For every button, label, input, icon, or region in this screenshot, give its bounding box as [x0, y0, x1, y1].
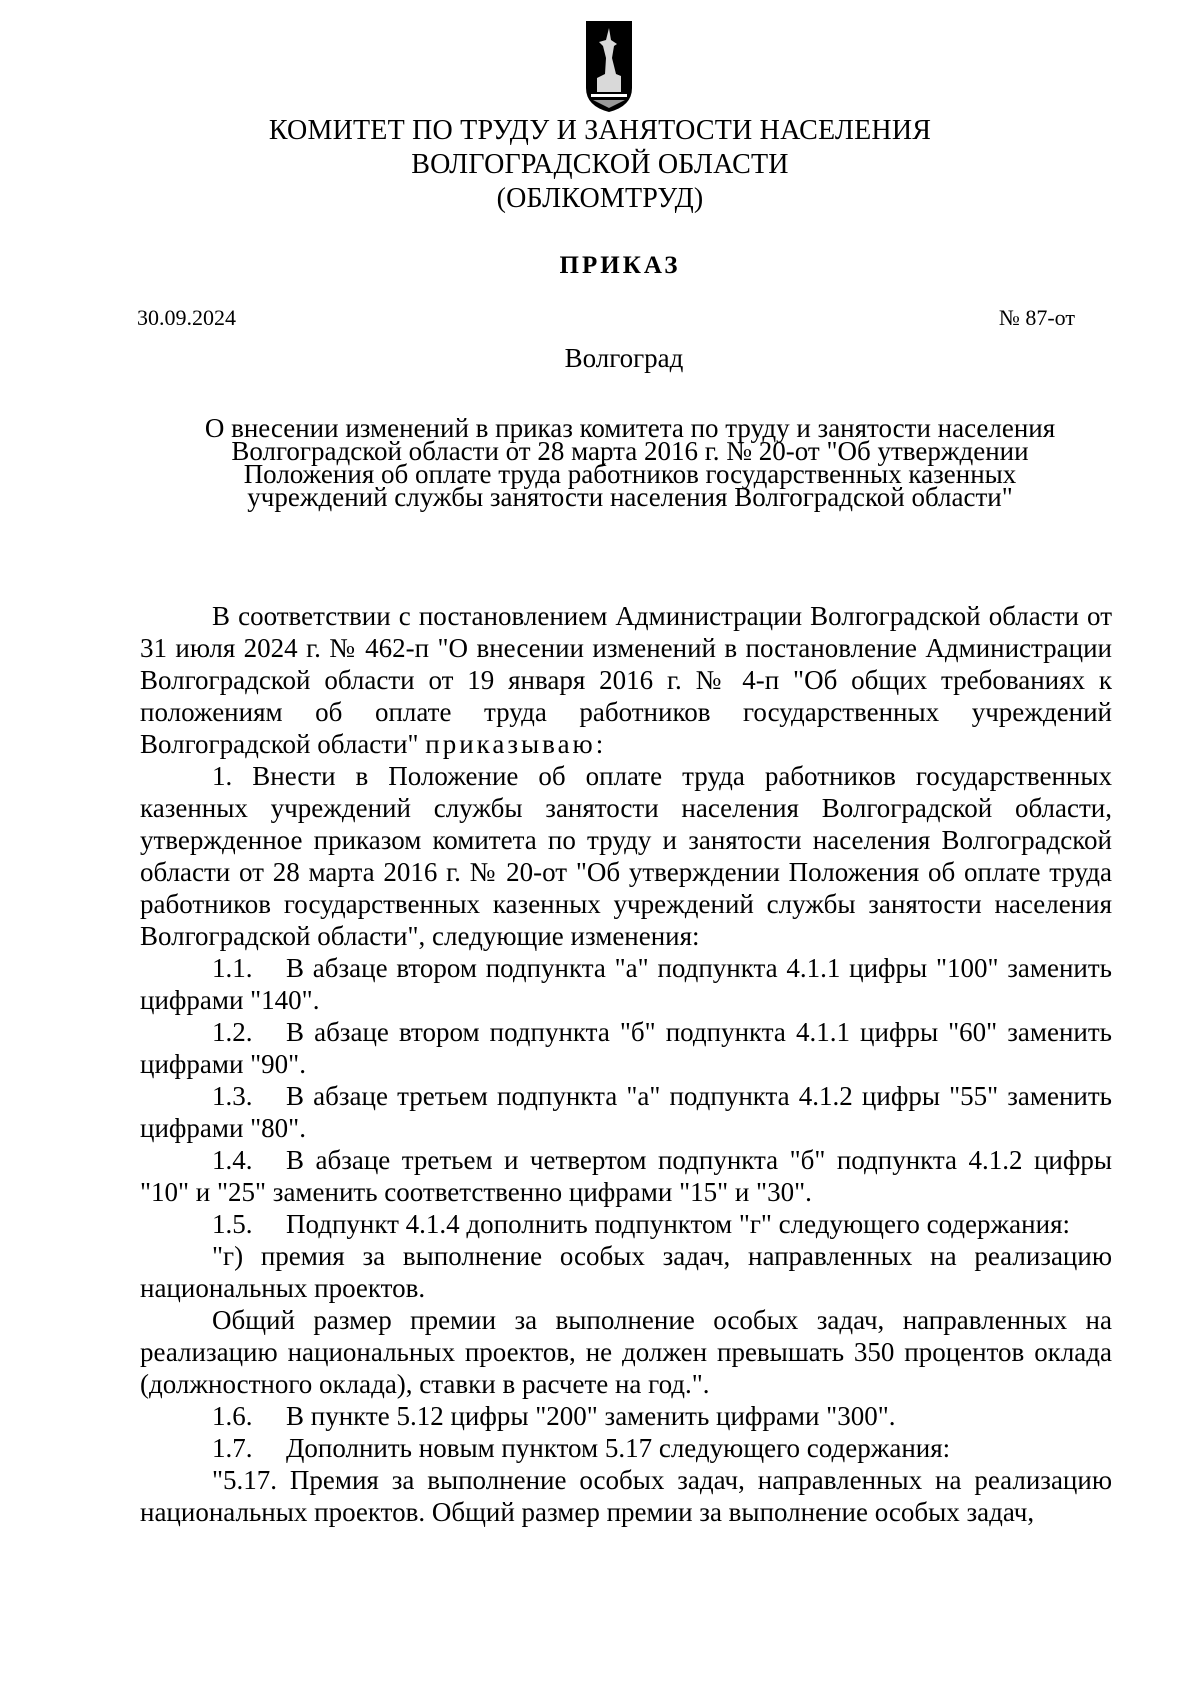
item-1-5-quote-2: Общий размер премии за выполнение особых задач, направленных на реализацию национальных проектов, не должен превышать 350 процентов оклада (должностного оклада), ставки в расчете на год.".	[140, 1305, 1112, 1399]
subject-line-4: учреждений службы занятости населения Волгоградской области"	[247, 482, 1013, 512]
committee-line-1: КОМИТЕТ ПО ТРУДУ И ЗАНЯТОСТИ НАСЕЛЕНИЯ	[268, 115, 932, 146]
item-1-7-quote: "5.17. Премия за выполнение особых задач, направленных на реализацию национальных проектов. Общий размер премии за выполнение особых задач,	[140, 1465, 1112, 1527]
item-1-7-text: Дополнить новым пунктом 5.17 следующего содержания:	[286, 1433, 951, 1463]
item-1-5-paragraph	[140, 1208, 1112, 1240]
item-1-6-text: В пункте 5.12 цифры "200" заменить цифрами "300".	[286, 1401, 896, 1431]
subject-line-3: Положения об оплате труда работников государственных казенных	[243, 459, 1017, 489]
subject-line-1: О внесении изменений в приказ комитета по труду и занятости населения	[204, 413, 1056, 443]
item-1-4-text: В абзаце третьем и четвертом подпункта "б" подпункта 4.1.2 цифры "10" и "25" заменить соответственно цифрами "15" и "30".	[140, 1145, 1112, 1207]
document-number: № 87-от	[998, 305, 1075, 330]
item-1-4-paragraph	[140, 1144, 1112, 1208]
document-subject	[160, 413, 1100, 512]
item-1-6-paragraph	[140, 1400, 1112, 1432]
document-body	[140, 600, 1112, 1528]
document-date: 30.09.2024	[137, 305, 236, 330]
document-type-title: ПРИКАЗ	[559, 252, 681, 279]
document-city: Волгоград	[564, 343, 684, 373]
preamble-paragraph	[140, 600, 1112, 760]
item-1-1-paragraph	[140, 952, 1112, 1016]
coat-of-arms-icon	[583, 18, 635, 114]
item-1-2-paragraph	[140, 1016, 1112, 1080]
item-1-5-text: Подпункт 4.1.4 дополнить подпунктом "г" следующего содержания:	[286, 1209, 1070, 1239]
item-1-5-number: 1.5.	[212, 1209, 253, 1239]
preamble-text: В соответствии с постановлением Администрации Волгоградской области от 31 июля 2024 г. № 462-п "О внесении изменений в постановление Администрации Волгоградской области от 19 января 2016 г. № 4-п "Об общих требованиях к положениям об оплате труда работников государственных учреждений Волгоградской области"	[140, 601, 1112, 759]
item-1-6-number: 1.6.	[212, 1401, 253, 1431]
item-1-3-paragraph	[140, 1080, 1112, 1144]
subject-line-2: Волгоградской области от 28 марта 2016 г. № 20-от "Об утверждении	[231, 436, 1029, 466]
committee-line-3: (ОБЛКОМТРУД)	[496, 183, 704, 214]
item-1-1-number: 1.1.	[212, 953, 253, 983]
committee-name	[140, 114, 1060, 216]
item-1-7-number: 1.7.	[212, 1433, 253, 1463]
orders-word: приказываю:	[425, 729, 607, 759]
item-1-paragraph: 1. Внести в Положение об оплате труда работников государственных казенных учреждений службы занятости населения Волгоградской области, утвержденное приказом комитета по труду и занятости населения Волгоградской области от 28 марта 2016 г. № 20-от "Об утверждении Положения об оплате труда работников государственных казенных учреждений службы занятости населения Волгоградской области", следующие изменения:	[140, 761, 1112, 951]
item-1-1-text: В абзаце втором подпункта "а" подпункта 4.1.1 цифры "100" заменить цифрами "140".	[140, 953, 1112, 1015]
item-1-4-number: 1.4.	[212, 1145, 253, 1175]
item-1-2-number: 1.2.	[212, 1017, 253, 1047]
item-1-7-paragraph	[140, 1432, 1112, 1464]
item-1-2-text: В абзаце втором подпункта "б" подпункта 4.1.1 цифры "60" заменить цифрами "90".	[140, 1017, 1112, 1079]
committee-line-2: ВОЛГОГРАДСКОЙ ОБЛАСТИ	[411, 149, 789, 180]
item-1-5-quote-1: "г) премия за выполнение особых задач, направленных на реализацию национальных проектов.	[140, 1241, 1112, 1303]
item-1-3-number: 1.3.	[212, 1081, 253, 1111]
item-1-3-text: В абзаце третьем подпункта "а" подпункта 4.1.2 цифры "55" заменить цифрами "80".	[140, 1081, 1112, 1143]
